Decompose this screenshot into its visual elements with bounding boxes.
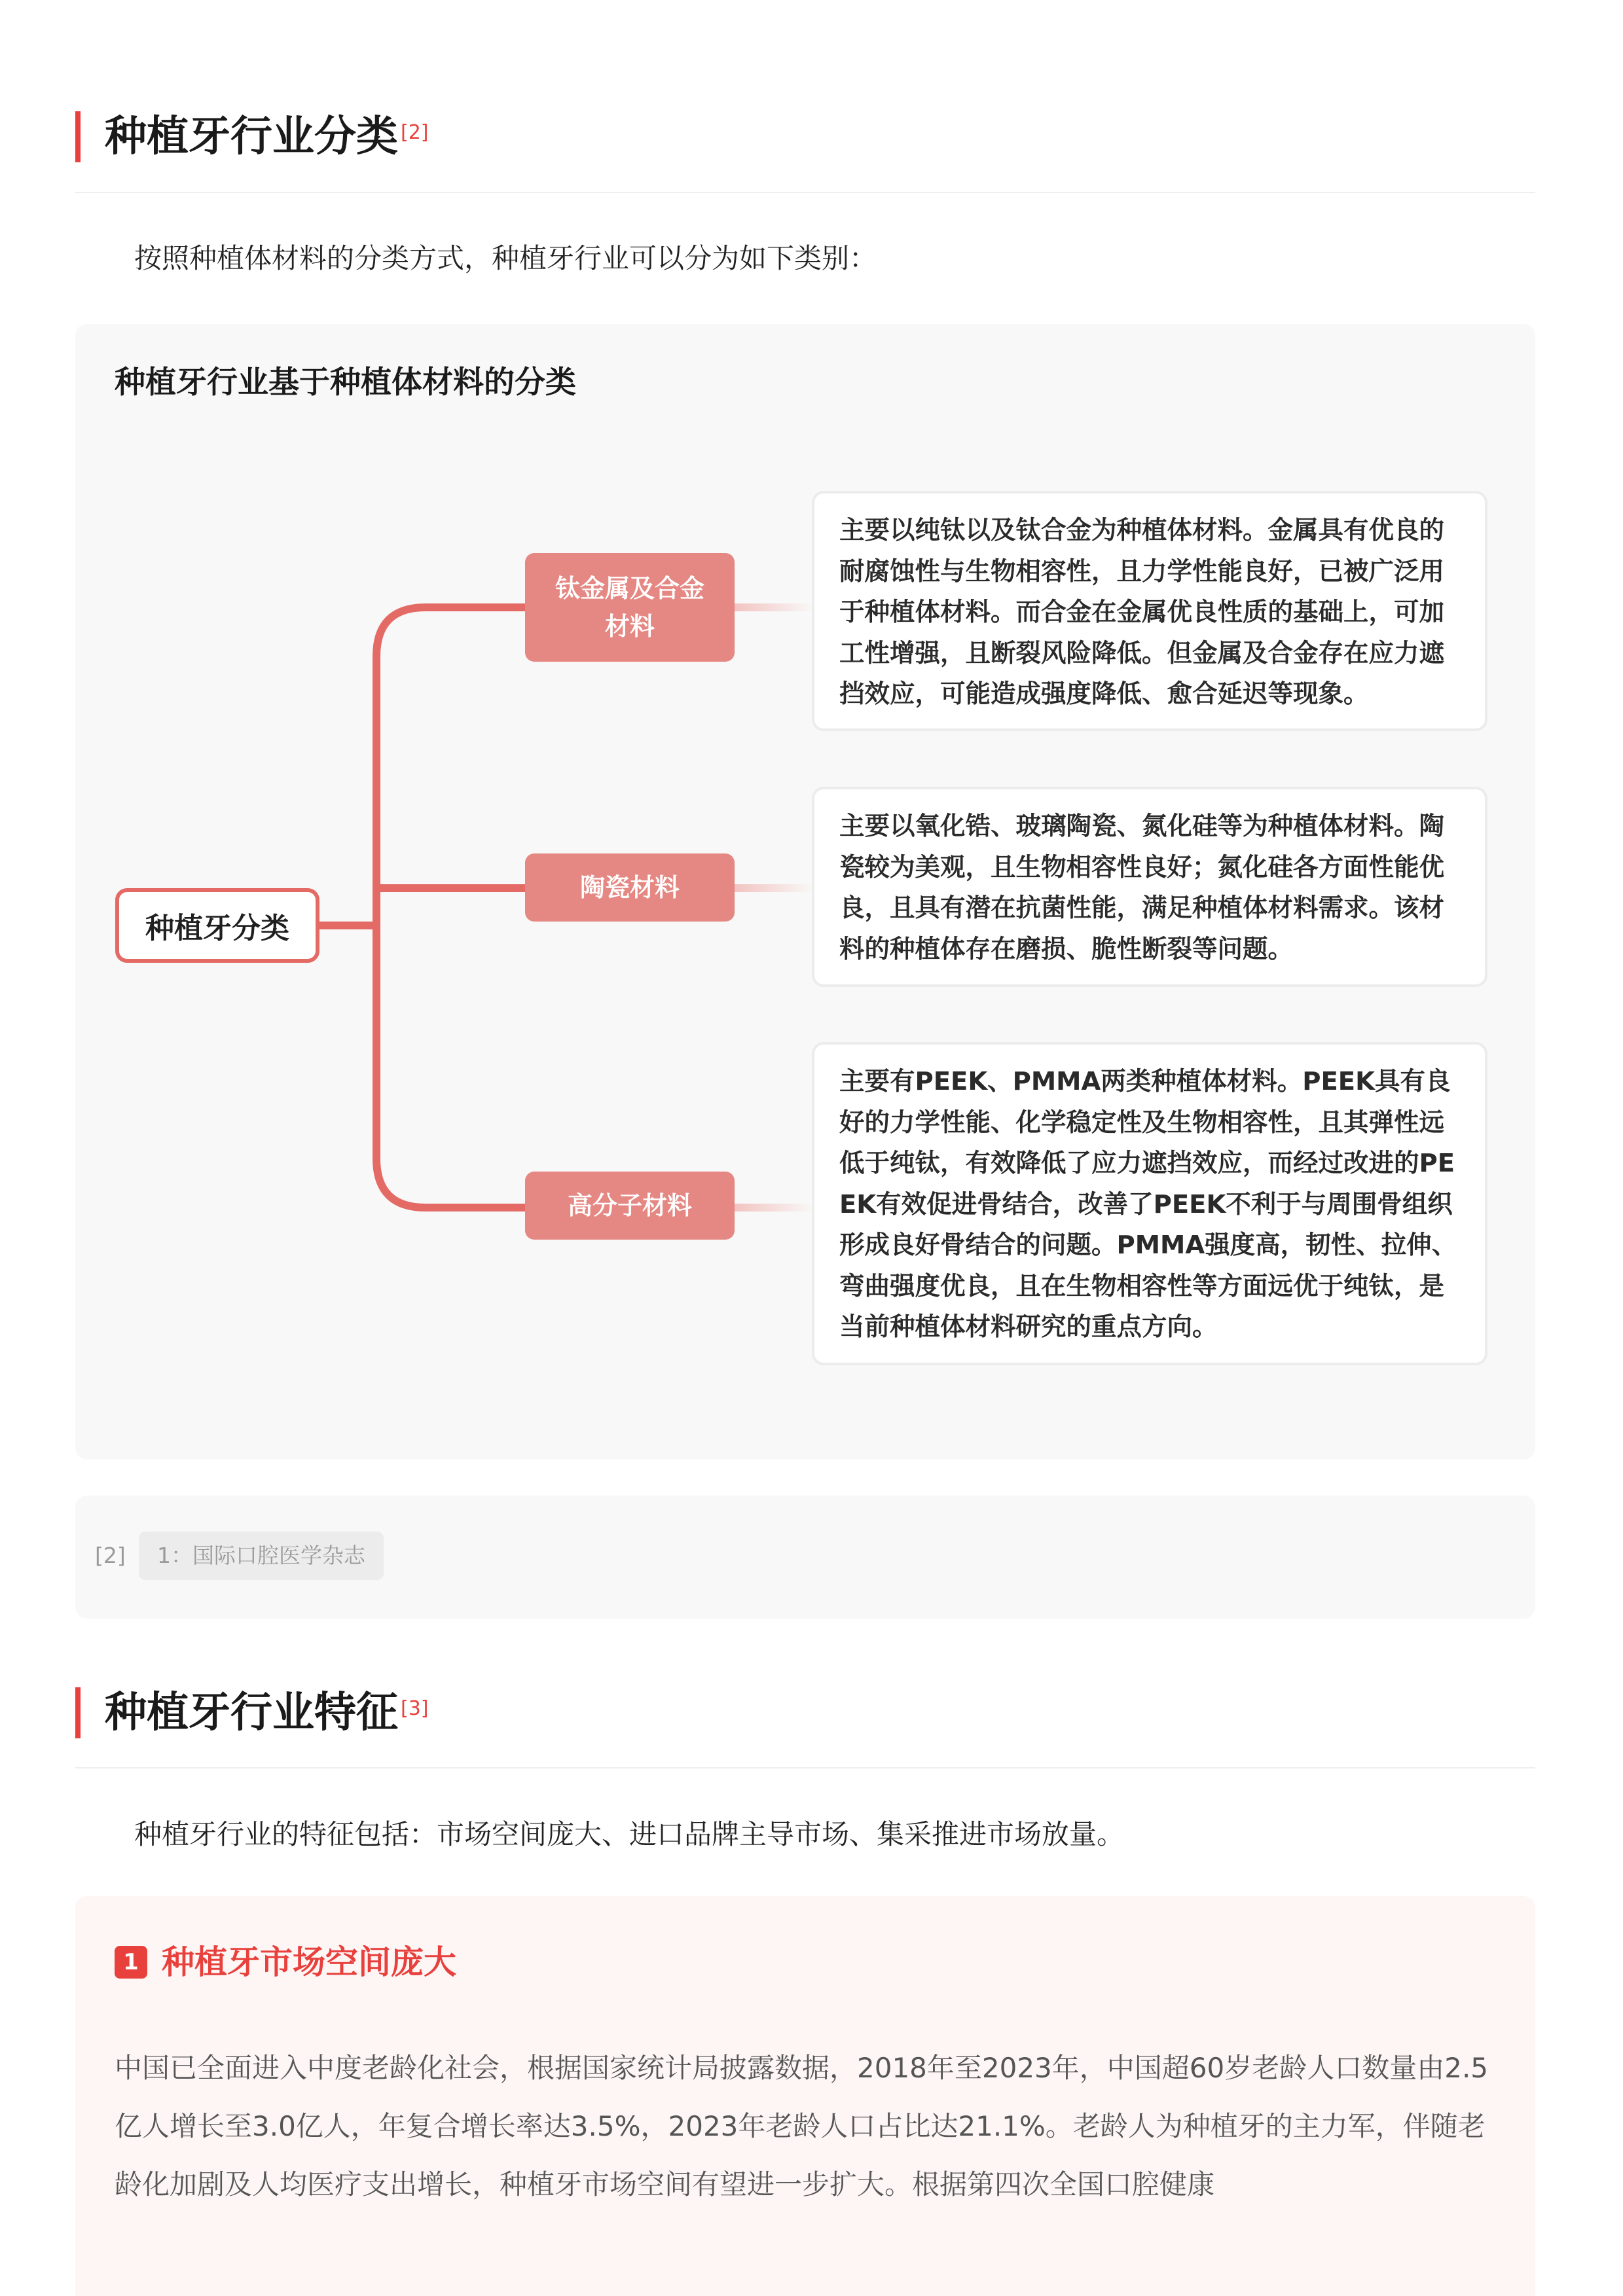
section-title: 种植牙行业特征 [3] [105, 1689, 429, 1737]
category-description-ceramic: 主要以氧化锆、玻璃陶瓷、氮化硅等为种植体材料。陶瓷较为美观，且生物相容性良好；氮化硅各方面性能优良，且具有潜在抗菌性能，满足种植体材料需求。该材料的种植体存在磨损、脆性断裂等问题。 [812, 787, 1487, 987]
reference-source-link[interactable]: 1：国际口腔医学杂志 [139, 1532, 384, 1580]
branch-3-link [735, 1204, 813, 1211]
section-intro: 种植牙行业的特征包括：市场空间庞大、进口品牌主导市场、集采推进市场放量。 [134, 1818, 1125, 1850]
panel-title: 种植牙行业基于种植体材料的分类 [115, 365, 576, 401]
branch-trunk [376, 607, 525, 1208]
feature-title: 种植牙市场空间庞大 [162, 1943, 456, 1981]
category-node-ceramic: 陶瓷材料 [525, 853, 735, 922]
divider [75, 1767, 1535, 1768]
citation-ref[interactable]: [2] [401, 121, 429, 144]
category-description-titanium: 主要以纯钛以及钛合金为种植体材料。金属具有优良的耐腐蚀性与生物相容性，且力学性能良好，已被广泛用于种植体材料。而合金在金属优良性质的基础上，可加工性增强，且断裂风险降低。但金属及合金存在应力遮挡效应，可能造成强度降低、愈合延迟等现象。 [812, 491, 1487, 731]
branch-1-link [735, 603, 813, 611]
citation-ref[interactable]: [3] [401, 1697, 429, 1720]
category-node-polymer: 高分子材料 [525, 1172, 735, 1240]
feature-number-badge: 1 [115, 1946, 147, 1979]
section-accent-bar [75, 1687, 81, 1738]
branch-2-link [735, 884, 813, 892]
category-description-polymer: 主要有PEEK、PMMA两类种植体材料。PEEK具有良好的力学性能、化学稳定性及生物相容性，且其弹性远低于纯钛，有效降低了应力遮挡效应，而经过改进的PEEK有效促进骨结合，改善了PEEK不利于与周围骨组织形成良好骨结合的问题。PMMA强度高，韧性、拉伸、弯曲强度优良，且在生物相容性等方面远优于纯钛，是当前种植体材料研究的重点方向。 [812, 1042, 1487, 1365]
section-title: 种植牙行业分类 [2] [105, 113, 429, 161]
reference-number: [2] [95, 1543, 126, 1568]
category-node-titanium: 钛金属及合金 材料 [525, 553, 735, 662]
feature-body-text: 中国已全面进入中度老龄化社会，根据国家统计局披露数据，2018年至2023年，中国超60岁老龄人口数量由2.5亿人增长至3.0亿人，年复合增长率达3.5%，2023年老龄人口占比达21.1%。老龄人为种植牙的主力军，伴随老龄化加剧及人均医疗支出增长，种植牙市场空间有望进一步扩大。根据第四次全国口腔健康 [115, 2052, 1489, 2200]
mindmap-root-node: 种植牙分类 [115, 888, 319, 963]
section-intro: 按照种植体材料的分类方式，种植牙行业可以分为如下类别： [134, 242, 877, 274]
